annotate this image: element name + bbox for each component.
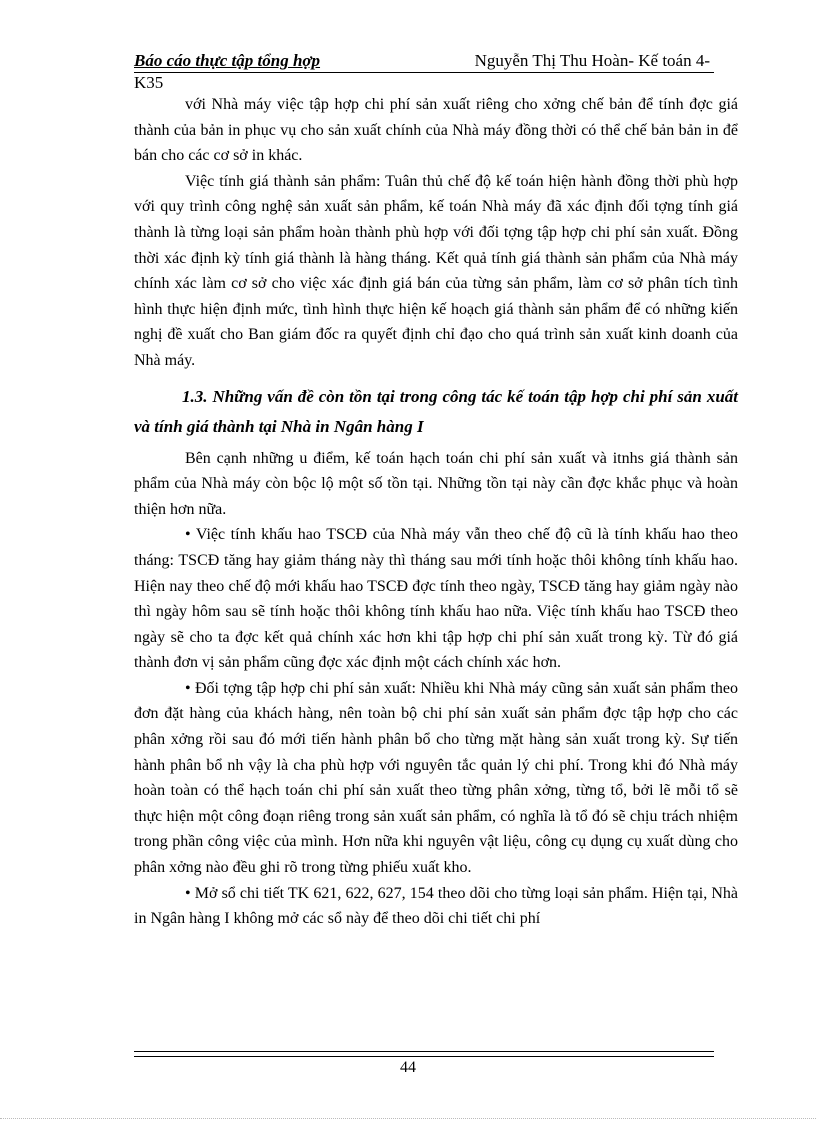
- document-body: [134, 92, 738, 932]
- paragraph-2: Việc tính giá thành sản phẩm: Tuân thủ chế độ kế toán hiện hành đồng thời phù hợp với quy trình công nghệ sản xuất sản phẩm, kế toán Nhà máy đã xác định đối tợng tính giá thành là từng loại sản phẩm hoàn thành phù hợp với đối tợng tập hợp chi phí sản xuất. Đồng thời xác định kỳ tính giá thành là hàng tháng. Kết quả tính giá thành sản phẩm của Nhà máy chính xác làm cơ sở cho việc xác định giá bán của từng sản phẩm, làm cơ sở phân tích tình hình thực hiện định mức, tình hình thực hiện kế hoạch giá thành sản phẩm để có những kiến nghị đề xuất cho Ban giám đốc ra quyết định chỉ đạo cho quá trình sản xuất kinh doanh của Nhà máy.: [134, 172, 738, 369]
- author-line-continued: K35: [134, 73, 164, 92]
- author-line: Nguyễn Thị Thu Hoàn- Kế toán 4-: [474, 51, 710, 70]
- page-number: 44: [400, 1059, 416, 1076]
- paragraph-6: • Mở sổ chi tiết TK 621, 622, 627, 154 theo dõi cho từng loại sản phẩm. Hiện tại, Nhà in Ngân hàng I không mở các sổ này để theo dõi chi tiết chi phí: [134, 884, 738, 928]
- paragraph-3: Bên cạnh những u điểm, kế toán hạch toán chi phí sản xuất và itnhs giá thành sản phẩm của Nhà máy còn bộc lộ một số tồn tại. Những tồn tại này cần đợc khắc phục và hoàn thiện hơn nữa.: [134, 449, 738, 518]
- page-header: [134, 50, 714, 93]
- paragraph-1: với Nhà máy việc tập hợp chi phí sản xuất riêng cho xởng chế bản để tính đợc giá thành của bản in phục vụ cho sản xuất chính của Nhà máy đồng thời có thể chế bản bản in để bán cho các cơ sở in khác.: [134, 96, 738, 165]
- footer-divider: [134, 1051, 714, 1057]
- section-heading: 1.3. Những vấn đề còn tồn tại trong công tác kế toán tập hợp chi phí sản xuất và tính giá thành tại Nhà in Ngân hàng I: [134, 386, 738, 436]
- report-title: Báo cáo thực tập tổng hợp: [134, 51, 321, 70]
- paragraph-5: • Đối tợng tập hợp chi phí sản xuất: Nhiều khi Nhà máy cũng sản xuất sản phẩm theo đơn đặt hàng của khách hàng, nên toàn bộ chi phí sản xuất sản phẩm đợc tập hợp cho các phân xởng rồi sau đó mới tiến hành phân bổ cho từng mặt hàng sản xuất trong kỳ. Sự tiến hành phân bổ nh vậy là cha phù hợp với nguyên tắc quản lý chi phí. Trong khi đó Nhà máy hoàn toàn có thể hạch toán chi phí sản xuất theo từng phân xởng, từng tổ, bởi lẽ mỗi tổ sẽ thực hiện một công đoạn riêng trong sản xuất sản phẩm, có nghĩa là tổ đó sẽ chịu trách nhiệm trong phần công việc của mình. Hơn nữa khi nguyên vật liệu, công cụ dụng cụ xuất dùng cho phân xởng nào đều ghi rõ trong từng phiếu xuất kho.: [134, 679, 738, 877]
- header-row: [134, 50, 714, 73]
- page-edge-divider: [0, 1118, 816, 1119]
- paragraph-4: • Việc tính khấu hao TSCĐ của Nhà máy vẫn theo chế độ cũ là tính khấu hao theo tháng: TSCĐ tăng hay giảm tháng này thì tháng sau mới tính hoặc thôi không tính khấu hao. Hiện nay theo chế độ mới khấu hao TSCĐ đợc tính theo ngày, TSCĐ tăng hay giảm ngày nào thì ngày hôm sau sẽ tính hoặc thôi không tính khấu hao nữa. Việc tính khấu hao TSCĐ theo ngày sẽ cho ta đợc kết quả chính xác hơn khi tập hợp chi phí sản xuất trong kỳ. Từ đó giá thành đơn vị sản phẩm cũng đợc xác định một cách chính xác hơn.: [134, 526, 738, 672]
